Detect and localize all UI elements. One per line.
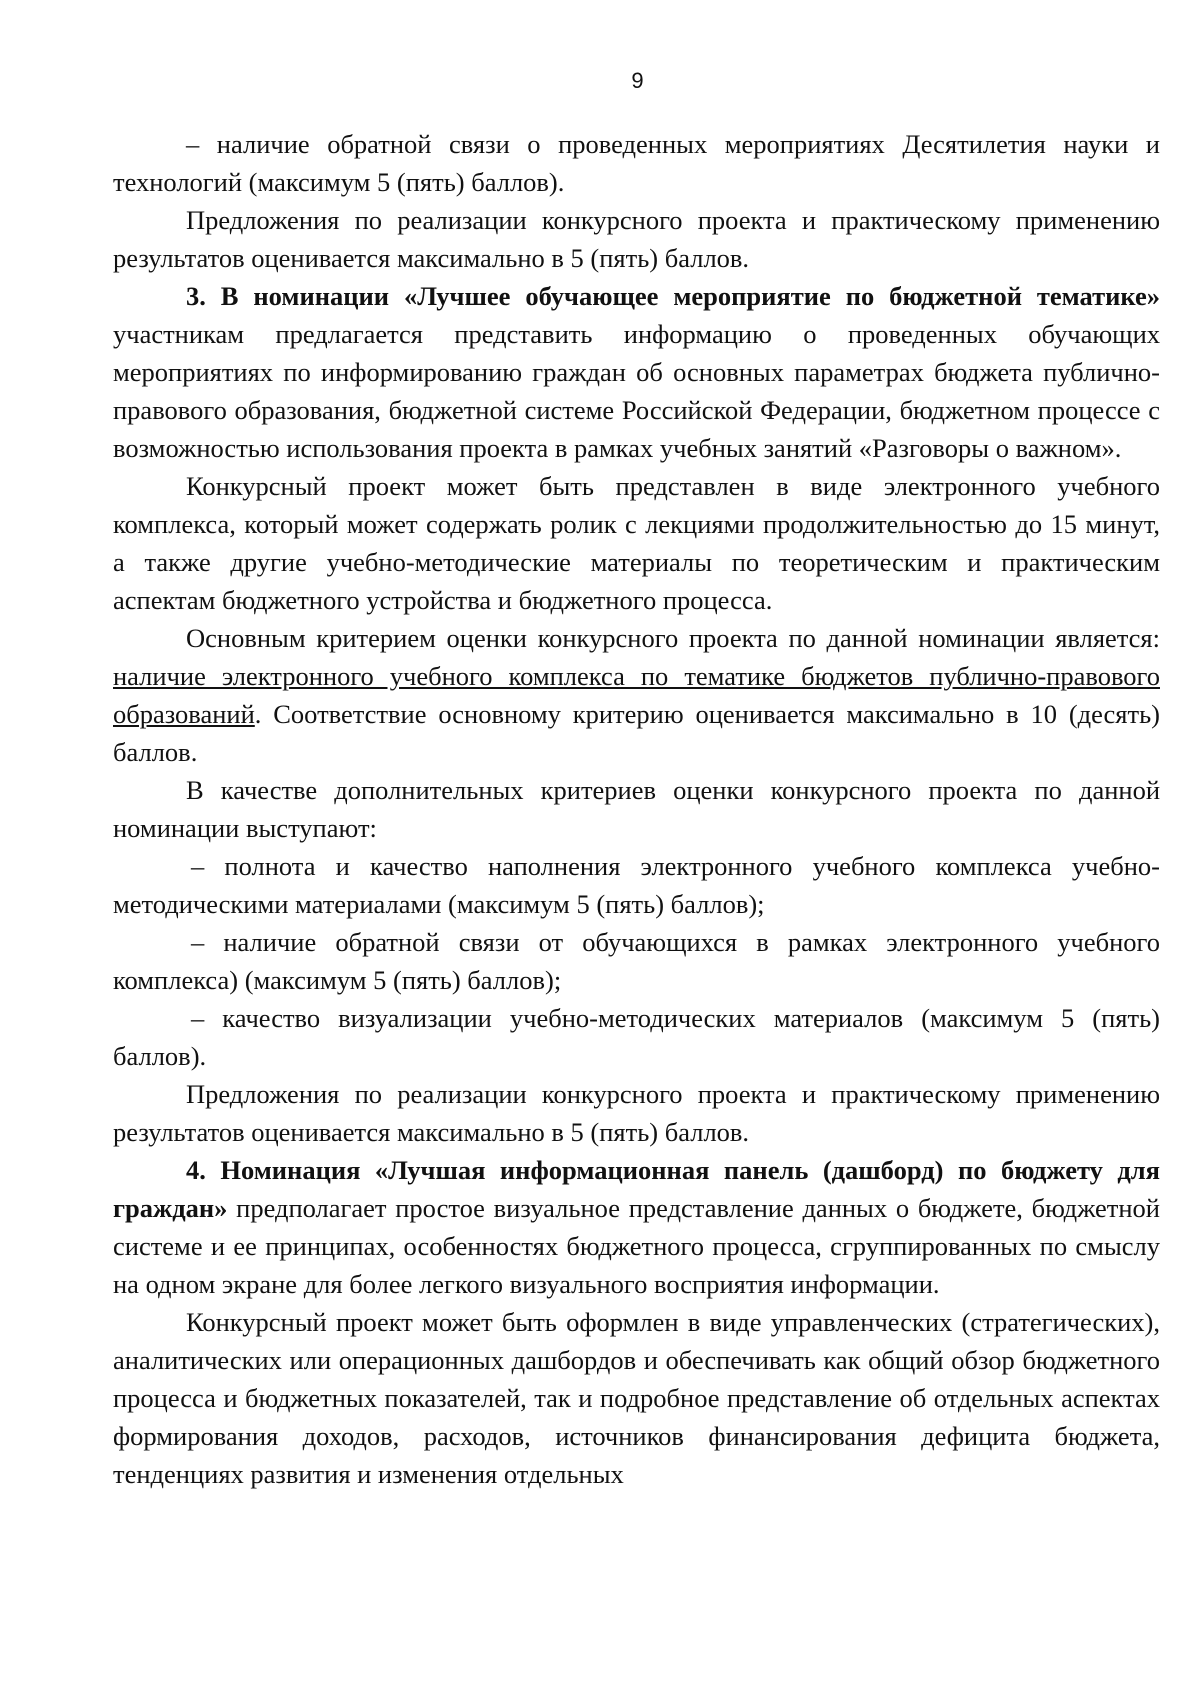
- document-body: [113, 125, 1160, 1493]
- paragraph-additional-criteria: В качестве дополнительных критериев оценки конкурсного проекта по данной номинации выступают:: [113, 775, 1160, 843]
- main-criterion-score: . Соответствие основному критерию оценивается максимально в 10 (десять) баллов.: [113, 699, 1160, 767]
- paragraph-nomination-3: [113, 277, 1160, 467]
- paragraph-proposals-score-2: Предложения по реализации конкурсного проекта и практическому применению результатов оценивается максимально в 5 (пять) баллов.: [113, 1079, 1160, 1147]
- paragraph-feedback-criterion: – наличие обратной связи о проведенных мероприятиях Десятилетия науки и технологий (максимум 5 (пять) баллов).: [113, 129, 1160, 197]
- nomination-3-title: 3. В номинации «Лучшее обучающее мероприятие по бюджетной тематике»: [186, 281, 1160, 311]
- main-criterion-underlined: наличие электронного учебного комплекса по тематике бюджетов публично-правового образований: [113, 661, 1160, 729]
- paragraph-dashboard-format: Конкурсный проект может быть оформлен в виде управленческих (стратегических), аналитических или операционных дашбордов и обеспечивать как общий обзор бюджетного процесса и бюджетных показателей, так и подробное представление об отдельных аспектах формирования доходов, расходов, источников финансирования дефицита бюджета, тенденциях развития и изменения отдельных: [113, 1307, 1160, 1489]
- nomination-4-title: 4. Номинация «Лучшая информационная панель (дашборд) по бюджету для граждан»: [113, 1155, 1160, 1223]
- main-criterion-intro: Основным критерием оценки конкурсного проекта по данной номинации является:: [186, 623, 1160, 653]
- paragraph-proposals-score: Предложения по реализации конкурсного проекта и практическому применению результатов оценивается максимально в 5 (пять) баллов.: [113, 205, 1160, 273]
- paragraph-nomination-4: [113, 1151, 1160, 1303]
- list-item-completeness: – полнота и качество наполнения электронного учебного комплекса учебно-методическими материалами (максимум 5 (пять) баллов);: [113, 851, 1160, 919]
- list-item-visualization: – качество визуализации учебно-методических материалов (максимум 5 (пять) баллов).: [113, 1003, 1160, 1071]
- list-item-student-feedback: – наличие обратной связи от обучающихся в рамках электронного учебного комплекса) (максимум 5 (пять) баллов);: [113, 927, 1160, 995]
- page-number: 9: [631, 68, 644, 93]
- paragraph-main-criterion: [113, 619, 1160, 771]
- paragraph-project-format: Конкурсный проект может быть представлен в виде электронного учебного комплекса, который может содержать ролик с лекциями продолжительностью до 15 минут, а также другие учебно-методические материалы по теоретическим и практическим аспектам бюджетного устройства и бюджетного процесса.: [113, 471, 1160, 615]
- nomination-3-text: участникам предлагается представить информацию о проведенных обучающих мероприятиях по информированию граждан об основных параметрах бюджета публично-правового образования, бюджетной системе Российской Федерации, бюджетном процессе с возможностью использования проекта в рамках учебных занятий «Разговоры о важном».: [113, 319, 1160, 463]
- nomination-4-text: предполагает простое визуальное представление данных о бюджете, бюджетной системе и ее принципах, особенностях бюджетного процесса, сгруппированных по смыслу на одном экране для более легкого визуального восприятия информации.: [113, 1193, 1160, 1299]
